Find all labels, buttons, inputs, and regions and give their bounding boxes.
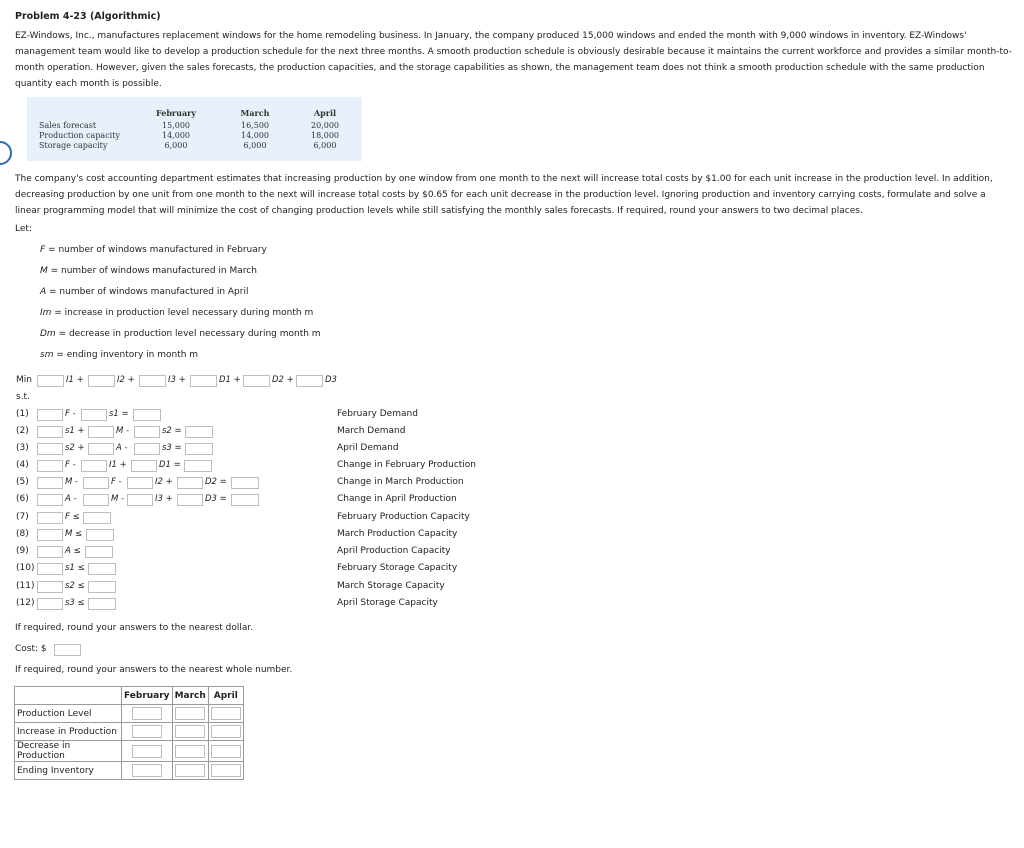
constraint-name: March Demand [337,426,406,436]
c12-var-s3: s3 ≤ [65,598,85,608]
c3-var-s3: s3 = [162,443,182,453]
cost-paragraph: The company's cost accounting department estimates that increasing production by one window from one month to the next will increase total costs by $1.00 for each unit increase in the production level. In addition, decreasing production by one unit from one month to the next will increase total costs by $0.65 for each unit decrease in the production level. Ignoring production and inventory carrying costs, formulate and solve a linear programming model that will minimize the cost of changing production levels while still satisfying the monthly sales forecasts. If required, round your answers to two decimal places. [15,174,993,216]
constraint-name: April Demand [337,443,399,453]
constraint-number: (2) [16,426,29,436]
c8-rhs[interactable] [86,529,114,541]
c5-var-I2: I2 + [155,477,173,487]
term-D3: D3 [325,375,337,385]
col-february: February [122,687,173,705]
objective-coef-I2[interactable] [88,375,115,387]
definition-A: A = number of windows manufactured in April [40,287,249,297]
constraint-name: April Storage Capacity [337,598,438,608]
page-title: Problem 4-23 (Algorithmic) [15,11,161,22]
definition-Dm: Dm = decrease in production level necessary during month m [40,329,321,339]
constraint-name: Change in March Production [337,477,464,487]
c2-coef-s2[interactable] [134,426,160,438]
c5-rhs[interactable] [231,477,259,489]
c5-coef-I2[interactable] [127,477,153,489]
increase-mar-input[interactable] [175,725,205,738]
c6-var-I3: I3 + [155,494,173,504]
cell: 15,000 [162,121,190,130]
constraint-number: (3) [16,443,29,453]
production-apr-input[interactable] [211,707,241,720]
let-label: Let: [15,224,32,234]
c10-var-s1: s1 ≤ [65,563,85,573]
c1-coef-F[interactable] [37,409,63,421]
constraint-number: (10) [16,563,35,573]
c6-coef-A[interactable] [37,494,63,506]
constraint-number: (7) [16,512,29,522]
constraint-name: February Production Capacity [337,512,470,522]
c4-coef-I1[interactable] [81,460,107,472]
definition-M: M = number of windows manufactured in March [40,266,257,276]
constraint-name: Change in April Production [337,494,457,504]
c1-rhs[interactable] [133,409,161,421]
decrease-apr-input[interactable] [211,745,241,758]
constraint-number: (6) [16,494,29,504]
constraint-number: (12) [16,598,35,608]
c2-var-s1: s1 + [65,426,85,436]
c6-coef-I3[interactable] [127,494,153,506]
term-I2: I2 + [117,375,135,385]
table-corner [15,687,122,705]
constraint-name: March Storage Capacity [337,581,445,591]
results-table [14,686,244,780]
col-april: April [313,108,337,118]
c12-coef-s3[interactable] [37,598,63,610]
cell: 20,000 [311,121,339,130]
constraint-name: March Production Capacity [337,529,458,539]
constraint-name: February Storage Capacity [337,563,458,573]
constraint-number: (5) [16,477,29,487]
c5-var-D2: D2 = [205,477,227,487]
c2-var-M: M - [116,426,130,436]
c2-coef-M[interactable] [88,426,114,438]
c10-rhs[interactable] [88,563,116,575]
c6-var-M: M - [111,494,125,504]
cell: 6,000 [313,141,337,150]
row-label: Sales forecast [39,121,97,130]
objective-coef-D3[interactable] [296,375,323,387]
objective-coef-I1[interactable] [37,375,64,387]
c6-coef-D3[interactable] [177,494,203,506]
term-I1: I1 + [66,375,84,385]
constraint-name: February Demand [337,409,418,419]
constraint-number: (11) [16,581,35,591]
c3-var-A: A - [116,443,128,453]
constraint-name: Change in February Production [337,460,477,470]
definition-sm: sm = ending inventory in month m [40,350,199,360]
definition-F: F = number of windows manufactured in February [40,245,267,255]
cost-label: Cost: $ [15,644,47,654]
objective-coef-D1[interactable] [190,375,217,387]
c4-var-F: F - [65,460,76,470]
st-label: s.t. [16,392,30,402]
inventory-mar-input[interactable] [175,764,205,777]
row-label: Increase in Production [15,723,122,741]
c2-var-s2: s2 = [162,426,182,436]
c1-var-F: F - [65,409,76,419]
term-D2: D2 + [272,375,294,385]
constraint-number: (8) [16,529,29,539]
term-I3: I3 + [168,375,186,385]
constraint-number: (4) [16,460,29,470]
inventory-apr-input[interactable] [211,764,241,777]
col-february: February [155,108,196,118]
decrease-mar-input[interactable] [175,745,205,758]
c9-rhs[interactable] [85,546,113,558]
cell: 18,000 [311,131,339,140]
circle-marker [0,141,12,165]
objective-coef-D2[interactable] [243,375,270,387]
cell: 14,000 [241,131,269,140]
c3-coef-s3[interactable] [134,443,160,455]
c3-coef-s2[interactable] [37,443,63,455]
c1-var-s1: s1 = [109,409,129,419]
objective-coef-I3[interactable] [139,375,166,387]
col-march: March [172,687,208,705]
c6-var-D3: D3 = [205,494,227,504]
term-D1: D1 + [219,375,241,385]
production-mar-input[interactable] [175,707,205,720]
c6-var-A: A - [65,494,77,504]
c5-var-M: M - [65,477,79,487]
constraint-number: (9) [16,546,29,556]
c5-coef-D2[interactable] [177,477,203,489]
c4-coef-F[interactable] [37,460,63,472]
cell: 6,000 [243,141,267,150]
c11-var-s2: s2 ≤ [65,581,85,591]
c8-var-M: M ≤ [65,529,83,539]
c9-coef-A[interactable] [37,546,63,558]
cost-input[interactable] [54,644,81,656]
c2-rhs[interactable] [185,426,213,438]
c8-coef-M[interactable] [37,529,63,541]
c2-coef-s1[interactable] [37,426,63,438]
decrease-feb-input[interactable] [132,745,162,758]
increase-apr-input[interactable] [211,725,241,738]
problem-intro: EZ-Windows, Inc., manufactures replacement windows for the home remodeling business. In January, the company produced 15,000 windows and ended the month with 9,000 windows in inventory. EZ-Windows' management team would like to develop a production schedule for the next three months. A smooth production schedule is obviously desirable because it maintains the current workforce and provides a similar month-to-month operation. However, given the sales forecasts, the production capacities, and the storage capabilities as shown, the management team does not think a smooth production schedule with the same production quantity each month is possible. [15,31,1012,89]
cell: 16,500 [241,121,269,130]
row-label: Ending Inventory [15,762,122,780]
c4-rhs[interactable] [184,460,212,472]
min-label: Min [16,375,32,385]
c10-coef-s1[interactable] [37,563,63,575]
c7-rhs[interactable] [83,512,111,524]
col-april: April [208,687,243,705]
c5-var-F: F - [111,477,122,487]
c5-coef-F[interactable] [83,477,109,489]
c11-coef-s2[interactable] [37,581,63,593]
col-march: March [240,108,270,118]
row-label: Production Level [15,705,122,723]
row-label: Decrease in Production [15,741,122,762]
constraint-number: (1) [16,409,29,419]
c1-coef-s1[interactable] [81,409,107,421]
c11-rhs[interactable] [88,581,116,593]
inventory-feb-input[interactable] [132,764,162,777]
round-dollar-note: If required, round your answers to the nearest dollar. [15,623,254,633]
constraint-name: April Production Capacity [337,546,451,556]
c3-coef-A[interactable] [88,443,114,455]
c4-var-I1: I1 + [109,460,127,470]
forecast-table [27,97,362,161]
production-feb-input[interactable] [132,707,162,720]
increase-feb-input[interactable] [132,725,162,738]
c5-coef-M[interactable] [37,477,63,489]
row-label: Storage capacity [39,141,108,150]
c6-coef-M[interactable] [83,494,109,506]
c7-var-F: F ≤ [65,512,80,522]
row-label: Production capacity [39,131,120,140]
c12-rhs[interactable] [88,598,116,610]
cell: 14,000 [162,131,190,140]
c4-var-D1: D1 = [159,460,181,470]
c4-coef-D1[interactable] [131,460,157,472]
definition-Im: Im = increase in production level necessary during month m [40,308,314,318]
c6-rhs[interactable] [231,494,259,506]
c7-coef-F[interactable] [37,512,63,524]
c3-rhs[interactable] [185,443,213,455]
cell: 6,000 [164,141,188,150]
c9-var-A: A ≤ [65,546,81,556]
round-whole-note: If required, round your answers to the nearest whole number. [15,665,293,675]
c3-var-s2: s2 + [65,443,85,453]
